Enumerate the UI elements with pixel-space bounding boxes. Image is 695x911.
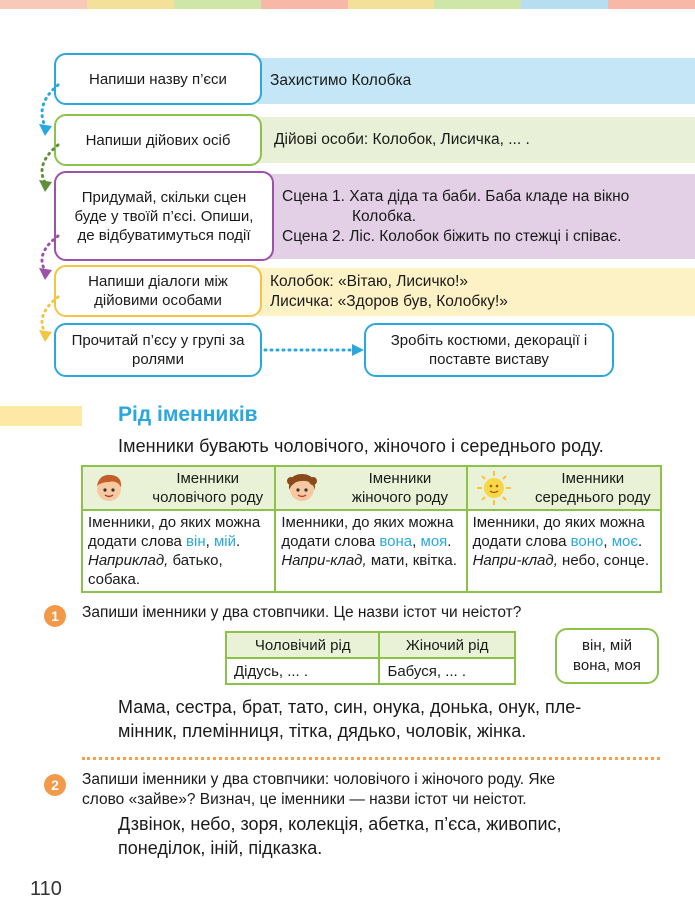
answer-line: Дійові особи: Колобок, Лисичка, ... .	[274, 131, 530, 148]
cell-masculine: Дідусь, ... .	[226, 658, 379, 684]
table-header-row	[82, 466, 661, 510]
header-label: Іменники середнього роду	[534, 470, 651, 506]
word-possessive: моє	[611, 533, 639, 550]
cell-examples: батько, собака.	[88, 552, 223, 588]
page-number: 110	[30, 878, 62, 900]
boy-face-icon	[91, 470, 127, 506]
words-line: мінник, племінниця, тітка, дядько, чоловік, жінка.	[118, 721, 527, 741]
word-possessive: мій	[213, 533, 236, 550]
dotted-divider	[82, 757, 660, 760]
cell-intro: Іменники, до яких можна додати слова	[281, 514, 454, 550]
answer-line: Лисичка: «Здоров був, Колобку!»	[270, 293, 508, 310]
header-neuter	[467, 466, 661, 510]
step-label: Напиши дійових осіб	[85, 131, 231, 149]
cell-masculine: Іменники, до яких можна додати слова він, мій. Наприклад, батько, собака.	[82, 510, 275, 592]
word-possessive: моя	[420, 533, 448, 550]
header-masculine	[82, 466, 275, 510]
header-feminine	[275, 466, 466, 510]
cell-example-label: Напри-клад,	[281, 552, 367, 569]
task-2-words	[118, 812, 562, 860]
answer-line: Сцена 2. Ліс. Колобок біжить по стежці і співає.	[282, 227, 622, 245]
task-1-hint-box	[555, 628, 659, 684]
words-line: Мама, сестра, брат, тато, син, онука, донька, онук, пле-	[118, 697, 582, 717]
step-label: Придумай, скільки сцен буде у твоїй п’єсі. Опиши, де відбуватимуться події	[74, 188, 254, 244]
task-1-text: Запиши іменники у два стовпчики. Це назви істот чи неістот?	[82, 604, 522, 621]
flow-arrow-3	[42, 236, 58, 272]
table-body-row	[82, 510, 661, 592]
task-line: Запиши іменники у два стовпчики: чоловічого і жіночого роду. Яке	[82, 771, 556, 788]
task-2-badge: 2	[44, 774, 66, 796]
hint-line: він, мій	[582, 637, 632, 654]
task-1-words	[118, 695, 581, 743]
hint-line: вона, моя	[573, 657, 641, 674]
girl-face-icon	[284, 470, 320, 506]
cell-example-label: Наприклад,	[88, 552, 169, 569]
cell-examples: небо, сонце.	[562, 552, 649, 569]
step-label: Прочитай п’єсу у групі за ролями	[71, 332, 245, 368]
flow-arrow-1	[42, 85, 58, 128]
gender-table	[81, 465, 662, 593]
section-title: Рід іменників	[118, 403, 258, 426]
answer-line: Колобок: «Вітаю, Лисичко!»	[270, 273, 469, 290]
answer-line: Колобка.	[352, 207, 417, 225]
words-line: понеділок, іній, підказка.	[118, 838, 323, 858]
table-header-row	[226, 632, 515, 658]
table-row	[226, 658, 515, 684]
step-label: Напиши діалоги між дійовими особами	[88, 273, 228, 309]
cell-examples: мати, квітка.	[370, 552, 457, 569]
task-1-table	[225, 631, 516, 685]
cell-feminine: Бабуся, ... .	[379, 658, 515, 684]
cell-neuter: Іменники, до яких можна додати слова воно, моє. Напри-клад, небо, сонце.	[467, 510, 661, 592]
answer-line: Захистимо Колобка	[270, 72, 412, 89]
cell-example-label: Напри-клад,	[472, 552, 558, 569]
word-pronoun: він	[186, 533, 206, 550]
cell-feminine: Іменники, до яких можна додати слова вона, моя. Напри-клад, мати, квітка.	[275, 510, 466, 592]
words-line: Дзвінок, небо, зоря, колекція, абетка, п’єса, живопис,	[118, 814, 562, 834]
answer-line: Сцена 1. Хата діда та баби. Баба кладе на вікно	[282, 187, 630, 205]
cell-intro: Іменники, до яких можна додати слова	[88, 514, 261, 550]
flow-arrow-4	[42, 297, 58, 334]
sun-icon	[476, 470, 512, 506]
step-label: Напиши назву п’єси	[89, 70, 227, 88]
header-label: Іменники жіночого роду	[351, 470, 448, 506]
task-line: слово «зайве»? Визнач, це іменники — назви істот чи неістот.	[82, 791, 527, 808]
header-masculine: Чоловічий рід	[226, 632, 379, 658]
word-pronoun: вона	[379, 533, 413, 550]
task-1-badge: 1	[44, 605, 66, 627]
cell-intro: Іменники, до яких можна додати слова	[472, 514, 645, 550]
section-lead: Іменники бувають чоловічого, жіночого і середнього роду.	[118, 436, 604, 456]
section-title-bar	[0, 406, 82, 426]
final-step-label: Зробіть костюми, декорації і поставте виставу	[390, 332, 588, 368]
task-2-text	[82, 770, 555, 810]
word-pronoun: воно	[570, 533, 604, 550]
header-label: Іменники чоловічого роду	[152, 470, 264, 506]
flow-arrow-2	[42, 145, 58, 184]
header-feminine: Жіночий рід	[379, 632, 515, 658]
flow-arrows	[0, 0, 695, 400]
